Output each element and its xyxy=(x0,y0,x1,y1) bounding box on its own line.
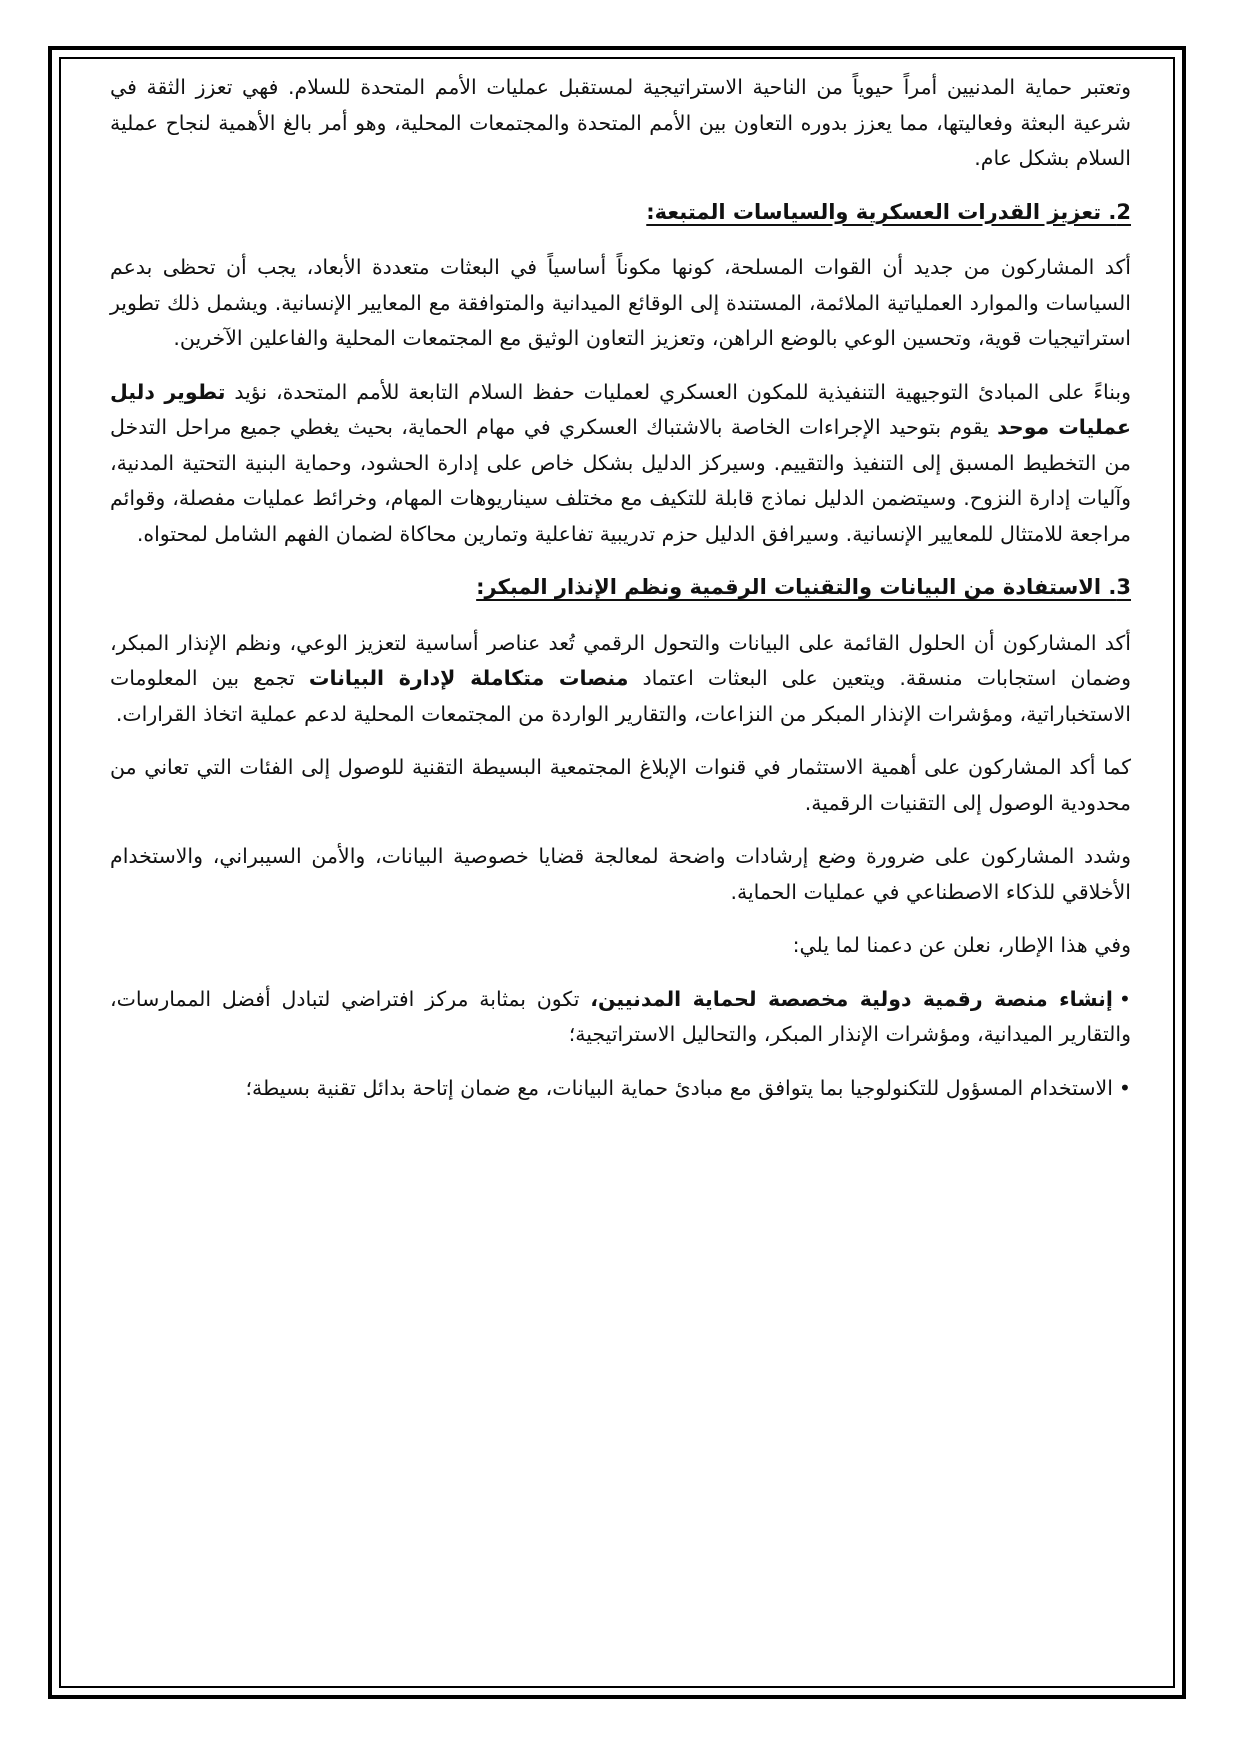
support-intro: وفي هذا الإطار، نعلن عن دعمنا لما يلي: xyxy=(792,933,1131,957)
section-2-paragraph-1: أكد المشاركون من جديد أن القوات المسلحة، كونها مكوناً أساسياً في البعثات متعددة الأبعاد، يجب أن تحظى بدعم السياسات والموارد العملياتية الملائمة، المستندة إلى الوقائع الميدانية والمتوافقة مع المعايير الإنسانية. ويشمل ذلك تطوير استراتيجيات قوية، وتحسين الوعي بالوضع الراهن، وتعزيز التعاون الوثيق مع المجتمعات المحلية والفاعلين الآخرين. xyxy=(110,255,1131,350)
section-2-heading: 2. تعزيز القدرات العسكرية والسياسات المتبعة: xyxy=(646,199,1131,224)
section-3-paragraph-1-end: تجمع بين المعلومات الاستخباراتية، ومؤشرات الإنذار المبكر من النزاعات، والتقارير الواردة من المجتمعات المحلية لدعم عملية اتخاذ القرارات. xyxy=(110,666,1131,726)
intro-paragraph: وتعتبر حماية المدنيين أمراً حيوياً من الناحية الاستراتيجية لمستقبل عمليات الأمم المتحدة للسلام. فهي تعزز الثقة في شرعية البعثة وفعاليتها، مما يعزز بدوره التعاون بين الأمم المتحدة والمجتمعات المحلية، وهو أمر بالغ الأهمية لنجاح عملية السلام بشكل عام. xyxy=(110,75,1131,170)
bullet-1-bold: إنشاء منصة رقمية دولية مخصصة لحماية المدنيين، xyxy=(590,986,1113,1011)
section-2-paragraph-2-end: يقوم بتوحيد الإجراءات الخاصة بالاشتباك العسكري في مهام الحماية، بحيث يغطي جميع مراحل التدخل من التخطيط المسبق إلى التنفيذ والتقييم. وسيركز الدليل بشكل خاص على إدارة الحشود، وحماية البنية التحتية المدنية، وآليات إدارة النزوح. وسيتضمن الدليل نماذج قابلة للتكيف مع مختلف سيناريوهات المهام، وخرائط عمليات مفصلة، وقوائم مراجعة للامتثال للمعايير الإنسانية. وسيرافق الدليل حزم تدريبية تفاعلية وتمارين محاكاة لضمان الفهم الشامل لمحتواه. xyxy=(110,415,1131,546)
section-3-paragraph-1-start: أكد المشاركون أن الحلول القائمة على البيانات والتحول الرقمي تُعد عناصر أساسية لتعزيز الوعي، ونظم الإنذار المبكر، وضمان استجابات منسقة. ويتعين على البعثات اعتماد xyxy=(110,630,1131,690)
section-3-paragraph-1-bold: منصات متكاملة لإدارة البيانات xyxy=(308,666,629,690)
bullet-item-1 xyxy=(110,982,1131,1053)
section-2-paragraph-2-start: وبناءً على المبادئ التوجيهية التنفيذية للمكون العسكري لعمليات حفظ السلام التابعة للأمم المتحدة، نؤيد xyxy=(225,379,1131,404)
bullet-1-text: تكون بمثابة مركز افتراضي لتبادل أفضل الممارسات، والتقارير الميدانية، ومؤشرات الإنذار المبكر، والتحاليل الاستراتيجية؛ xyxy=(110,986,1131,1046)
bullet-item-2 xyxy=(110,1071,1131,1107)
bullet-2-marker: • xyxy=(1118,1075,1131,1100)
section-3-heading: 3. الاستفادة من البيانات والتقنيات الرقمية ونظم الإنذار المبكر: xyxy=(476,575,1131,599)
bullet-1-marker: • xyxy=(1118,986,1131,1011)
section-2-paragraph-2 xyxy=(110,375,1131,553)
bullet-2-text: الاستخدام المسؤول للتكنولوجيا بما يتوافق مع مبادئ حماية البيانات، مع ضمان إتاحة بدائل تقنية بسيطة؛ xyxy=(245,1075,1113,1100)
section-3-paragraph-2: كما أكد المشاركون على أهمية الاستثمار في قنوات الإبلاغ المجتمعية البسيطة التقنية للوصول إلى الفئات التي تعاني من محدودية الوصول إلى التقنيات الرقمية. xyxy=(110,755,1131,815)
section-2-paragraph-2-bold: تطوير دليل عمليات موحد xyxy=(110,379,1131,439)
document-body xyxy=(110,70,1131,1124)
section-3-paragraph-1 xyxy=(110,626,1131,733)
section-3-paragraph-3: وشدد المشاركون على ضرورة وضع إرشادات واضحة لمعالجة قضايا خصوصية البيانات، والأمن السيبراني، والاستخدام الأخلاقي للذكاء الاصطناعي في عمليات الحماية. xyxy=(110,844,1131,904)
